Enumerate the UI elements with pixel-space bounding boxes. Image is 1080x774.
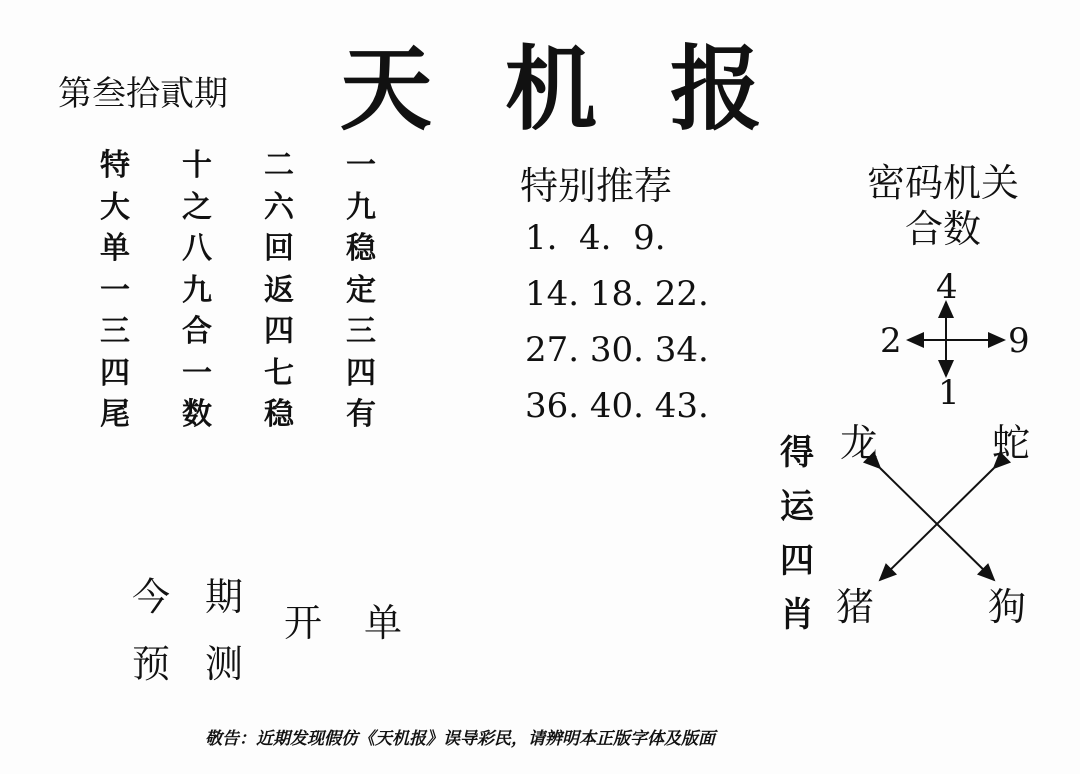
recommend-row: 14. 18. 22. (525, 274, 709, 314)
column-char: 四 (264, 314, 294, 349)
column-char: 定 (346, 272, 376, 308)
lucky-label-char: 得 (780, 433, 814, 473)
column-char: 数 (182, 397, 212, 432)
issue-number: 第叁拾貳期 (58, 74, 228, 114)
recommend-row: 36. 40. 43. (525, 386, 709, 426)
column-char: 四 (346, 355, 376, 391)
column-char: 有 (346, 397, 376, 432)
prediction-char: 测 (205, 642, 244, 686)
zodiac-dragon: 龙 (840, 421, 879, 465)
lucky-label-char: 肖 (780, 595, 814, 635)
code-number-bottom: 1 (938, 373, 960, 413)
column-char: 大 (100, 189, 130, 225)
column-char: 特 (100, 148, 130, 183)
column-char: 一 (100, 272, 130, 308)
title-char: 机 (505, 35, 598, 143)
column-char: 三 (100, 314, 130, 349)
lucky-label-char: 四 (780, 541, 814, 581)
prediction-char: 今 (132, 575, 171, 619)
column-char: 稳 (264, 397, 294, 432)
column-char: 十 (182, 148, 212, 183)
zodiac-pig: 猪 (836, 585, 875, 629)
column-char: 一 (182, 355, 212, 391)
code-title-line: 合数 (904, 207, 981, 251)
column-char: 八 (182, 231, 212, 266)
column-char: 返 (264, 272, 294, 308)
zodiac-snake: 蛇 (992, 421, 1031, 465)
code-title-line: 密码机关 (866, 161, 1019, 205)
notice-text: 敬告：近期发现假仿《天机报》误导彩民，请辨明本正版字体及版面 (205, 729, 715, 749)
column-char: 六 (264, 189, 294, 225)
recommend-title: 特别推荐 (520, 164, 673, 208)
recommend-row: 27. 30. 34. (525, 330, 709, 370)
prediction-char: 期 (205, 575, 244, 619)
column-char: 稳 (346, 231, 376, 266)
column-char: 七 (264, 355, 294, 391)
column-char: 合 (182, 314, 212, 349)
lucky-zodiac-label (780, 426, 814, 642)
column-char: 回 (264, 231, 294, 266)
code-number-right: 9 (1008, 321, 1030, 361)
column-char: 四 (100, 355, 130, 391)
prediction-result: 开 (284, 601, 323, 645)
title-char: 报 (670, 35, 763, 143)
column-char: 之 (182, 189, 212, 225)
column-char: 尾 (100, 397, 130, 432)
column-char: 九 (182, 272, 212, 308)
prediction-result: 单 (364, 601, 403, 645)
title-char: 天 (340, 35, 433, 143)
code-number-top: 4 (936, 267, 958, 307)
column-char: 九 (346, 189, 376, 225)
column-char: 二 (264, 148, 294, 183)
code-number-left: 2 (880, 321, 902, 361)
column-char: 单 (100, 231, 130, 266)
lucky-label-char: 运 (780, 487, 814, 527)
recommend-row: 1. 4. 9. (525, 218, 666, 258)
zodiac-dog: 狗 (988, 585, 1027, 629)
prediction-char: 预 (132, 642, 171, 686)
column-char: 三 (346, 314, 376, 349)
column-char: 一 (346, 148, 376, 183)
